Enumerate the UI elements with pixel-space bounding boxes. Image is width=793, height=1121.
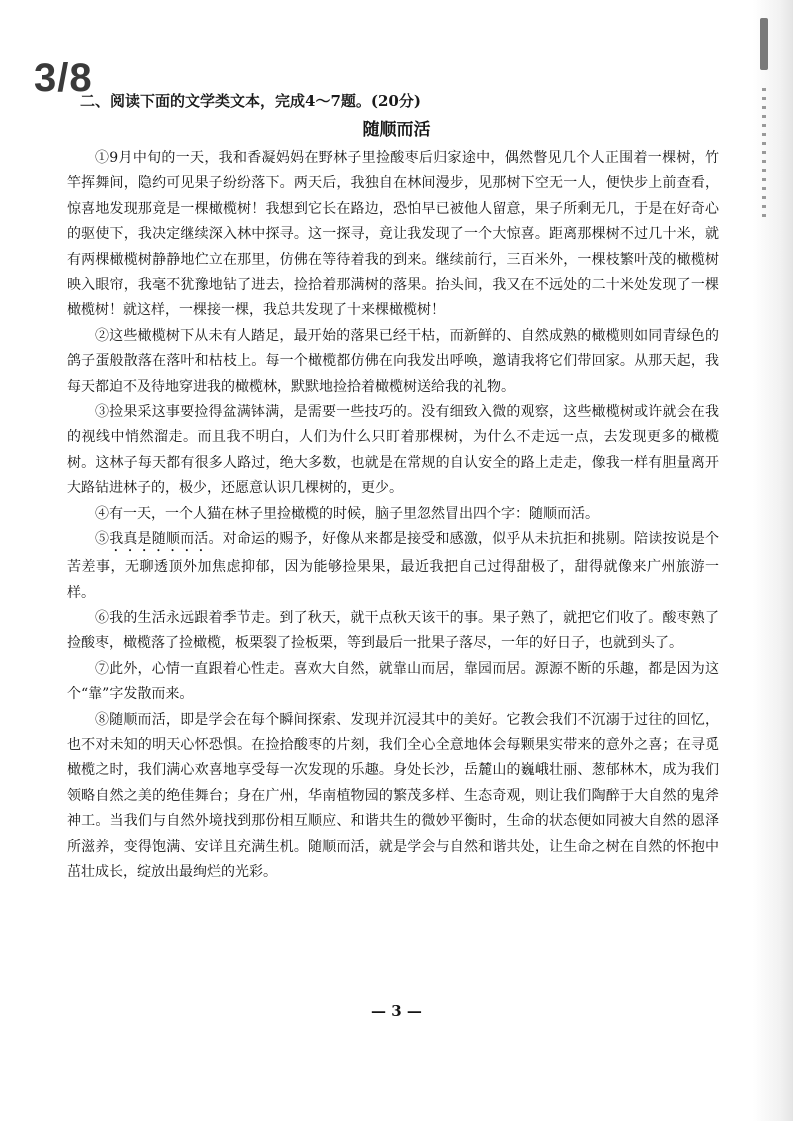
emphasized-sentence: 我真是随顺而活 <box>109 531 209 548</box>
paragraph-3: ③捡果采这事要捡得盆满钵满，是需要一些技巧的。没有细致入微的观察，这些橄榄树或许就会在我的视线中悄然溜走。而且我不明白，人们为什么只盯着那棵树，为什么不走远一点，去发现更多的橄榄树。这林子每天都有很多人路过，绝大多数，也就是在常规的自认安全的路上走走，像我一样有胆量离开大路钻进林子的，极少，还愿意认识几棵树的，更少。 <box>67 404 719 497</box>
page-number: — 3 — <box>371 1002 422 1020</box>
article-title: 随顺而活 <box>362 120 431 140</box>
scan-binding-mark <box>760 18 768 70</box>
paragraph-2: ②这些橄榄树下从未有人踏足，最开始的落果已经干枯，而新鲜的、自然成熟的橄榄则如同青绿色的鸽子蛋般散落在落叶和枯枝上。每一个橄榄都仿佛在向我发出呼唤，邀请我将它们带回家。从那天起，我每天都迫不及待地穿进我的橄榄林，默默地捡拾着橄榄树送给我的礼物。 <box>67 327 719 395</box>
article-body <box>67 146 719 885</box>
paragraph-7: ⑦此外，心情一直跟着心性走。喜欢大自然，就靠山而居，靠园而居。源源不断的乐趣，都是因为这个“靠”字发散而来。 <box>67 660 719 703</box>
paragraph-1: ①9月中旬的一天，我和香凝妈妈在野林子里捡酸枣后归家途中，偶然瞥见几个人正围着一棵树，竹竿挥舞间，隐约可见果子纷纷落下。两天后，我独自在林间漫步，见那树下空无一人，便快步上前查看，惊喜地发现那竟是一棵橄榄树！我想到它长在路边，恐怕早已被他人留意，果子所剩无几，于是在好奇心的驱使下，我决定继续深入林中探寻。这一探寻，竟让我发现了一个大惊喜。距离那棵树不过几十米，就有两棵橄榄树静静地伫立在那里，仿佛在等待着我的到来。继续前行，三百米外，一棵枝繁叶茂的橄榄树映入眼帘，我毫不犹豫地钻了进去，捡拾着那满树的落果。抬头间，我又在不远处的二十米处发现了一棵橄榄树！就这样，一棵接一棵，我总共发现了十来棵橄榄树！ <box>67 150 719 319</box>
paragraph-6: ⑥我的生活永远跟着季节走。到了秋天，就干点秋天该干的事。果子熟了，就把它们收了。酸枣熟了捡酸枣，橄榄落了捡橄榄，板栗裂了捡板栗，等到最后一批果子落尽，一年的好日子，也就到头了。 <box>67 609 719 652</box>
scan-edge-shadow <box>753 0 793 1121</box>
paragraph-8: ⑧随顺而活，即是学会在每个瞬间探索、发现并沉浸其中的美好。它教会我们不沉溺于过往的回忆，也不对未知的明天心怀恐惧。在捡拾酸枣的片刻，我们全心全意地体会每颗果实带来的意外之喜；在寻觅橄榄之时，我们满心欢喜地享受每一次发现的乐趣。身处长沙，岳麓山的巍峨壮丽、葱郁林木，成为我们领略自然之美的绝佳舞台；身在广州，华南植物园的繁茂多样、生态奇观，则让我们陶醉于大自然的鬼斧神工。当我们与自然外境找到那份相互顺应、和谐共生的微妙平衡时，生命的状态便如同被大自然的恩泽所滋养，变得饱满、安详且充满生机。随顺而活，就是学会与自然和谐共处，让生命之树在自然的怀抱中茁壮成长，绽放出最绚烂的光彩。 <box>67 711 719 880</box>
paragraph-4: ④有一天，一个人猫在林子里捡橄榄的时候，脑子里忽然冒出四个字：随顺而活。 <box>95 505 599 522</box>
page-indicator-badge: 3/8 <box>34 56 93 100</box>
section-instruction: 二、阅读下面的文学类文本，完成4～7题。(20分) <box>80 92 421 110</box>
paragraph-5-text: 。对命运的赐予，好像从来都是接受和感激，似乎从未抗拒和挑剔。陪读按说是个苦差事，无聊透顶外加焦虑抑郁，因为能够捡果果，最近我把自己过得甜极了，甜得就像来广州旅游一样。 <box>67 531 720 601</box>
paragraph-5 <box>67 527 719 606</box>
scan-dotted-mark <box>762 88 766 218</box>
paragraph-5-number: ⑤ <box>95 531 110 548</box>
